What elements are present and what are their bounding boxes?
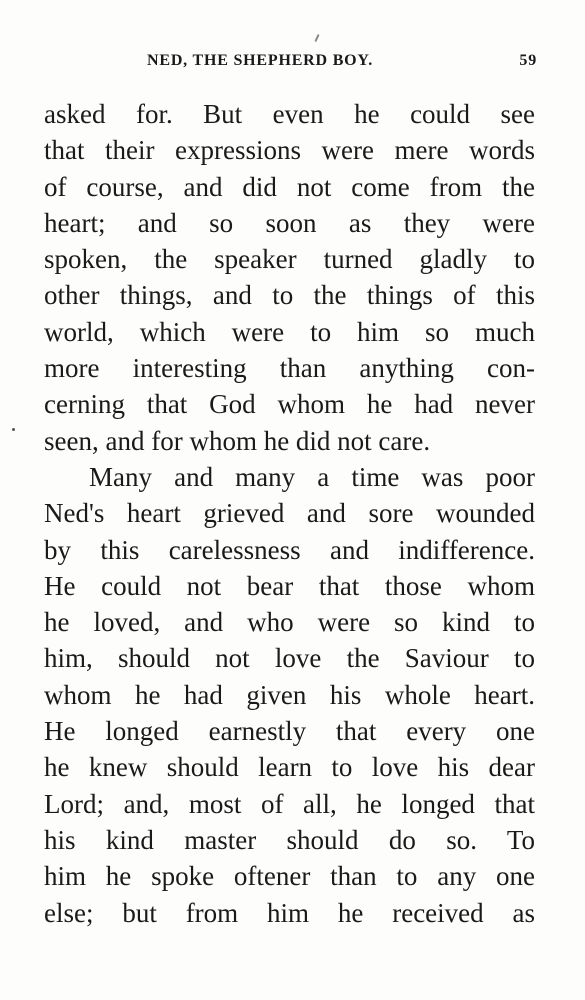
- text-line: heart; and so soon as they were: [44, 207, 535, 238]
- text-line: his kind master should do so. To: [44, 824, 535, 855]
- scan-speck: [12, 428, 15, 431]
- text-line: spoken, the speaker turned gladly to: [44, 244, 535, 275]
- text-line: else; but from him he received as: [44, 897, 535, 928]
- page-number: 59: [519, 52, 537, 69]
- text-line: he knew should learn to love his dear: [44, 752, 535, 783]
- text-line: cerning that God whom he had never: [44, 389, 535, 420]
- text-line: that their expressions were mere words: [44, 135, 535, 166]
- text-line: other things, and to the things of this: [44, 280, 535, 311]
- text-line: by this carelessness and indifference.: [44, 534, 535, 565]
- text-line: he loved, and who were so kind to: [44, 607, 535, 638]
- text-line: asked for. But even he could see: [44, 99, 535, 129]
- text-line: He could not bear that those whom: [44, 570, 535, 601]
- text-line: whom he had given his whole heart.: [44, 679, 535, 710]
- running-title: NED, THE SHEPHERD BOY.: [147, 52, 374, 69]
- text-line: Lord; and, most of all, he longed that: [44, 788, 535, 819]
- text-line: Ned's heart grieved and sore wounded: [44, 498, 535, 529]
- text-line: him he spoke oftener than to any one: [44, 861, 535, 892]
- text-line: world, which were to him so much: [44, 316, 535, 347]
- text-line: of course, and did not come from the: [44, 171, 535, 202]
- running-head: [44, 52, 539, 76]
- text-line: Many and many a time was poor: [89, 461, 535, 492]
- text-line: He longed earnestly that every one: [44, 716, 535, 747]
- body-text: [44, 96, 535, 931]
- scan-speck: [314, 34, 319, 42]
- text-line: more interesting than anything con-: [44, 353, 535, 384]
- text-line: him, should not love the Saviour to: [44, 643, 535, 674]
- text-line: seen, and for whom he did not care.: [44, 425, 431, 456]
